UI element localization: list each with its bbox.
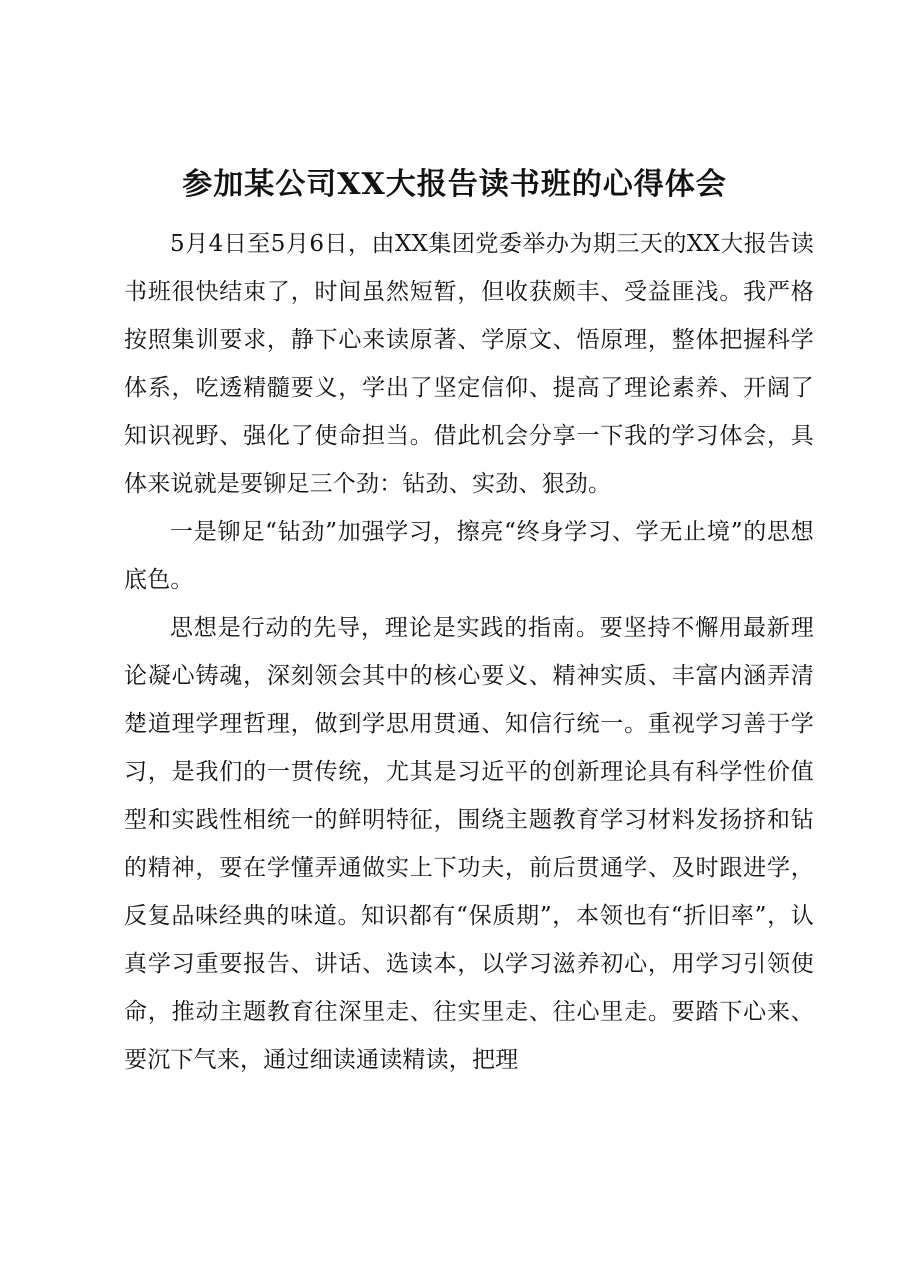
paragraph-point-one: 一是铆足“钻劲”加强学习，擦亮“终身学习、学无止境”的思想底色。	[124, 519, 814, 593]
paragraph-intro: 5月4日至5月6日，由XX集团党委举办为期三天的XX大报告读书班很快结束了，时间虽然短暂，但收获颇丰、受益匪浅。我严格按照集训要求，静下心来读原著、学原文、悟原理，整体把握科学体系，吃透精髓要义，学出了坚定信仰、提高了理论素养、开阔了知识视野、强化了使命担当。借此机会分享一下我的学习体会，具体来说就是要铆足三个劲：钻劲、实劲、狠劲。	[124, 231, 814, 497]
document-body	[124, 220, 814, 1084]
paragraph-thought-action: 思想是行动的先导，理论是实践的指南。要坚持不懈用最新理论凝心铸魂，深刻领会其中的核心要义、精神实质、丰富内涵弄清楚道理学理哲理，做到学思用贯通、知信行统一。重视学习善于学习，是我们的一贯传统，尤其是习近平的创新理论具有科学性价值型和实践性相统一的鲜明特征，围绕主题教育学习材料发扬挤和钻的精神，要在学懂弄通做实上下功夫，前后贯通学、及时跟进学，反复品味经典的味道。知识都有“保质期”，本领也有“折旧率”，认真学习重要报告、讲话、选读本，以学习滋养初心，用学习引领使命，推动主题教育往深里走、往实里走、往心里走。要踏下心来、要沉下气来，通过细读通读精读，把理	[124, 615, 814, 1073]
document-title: 参加某公司XX大报告读书班的心得体会	[182, 167, 727, 202]
